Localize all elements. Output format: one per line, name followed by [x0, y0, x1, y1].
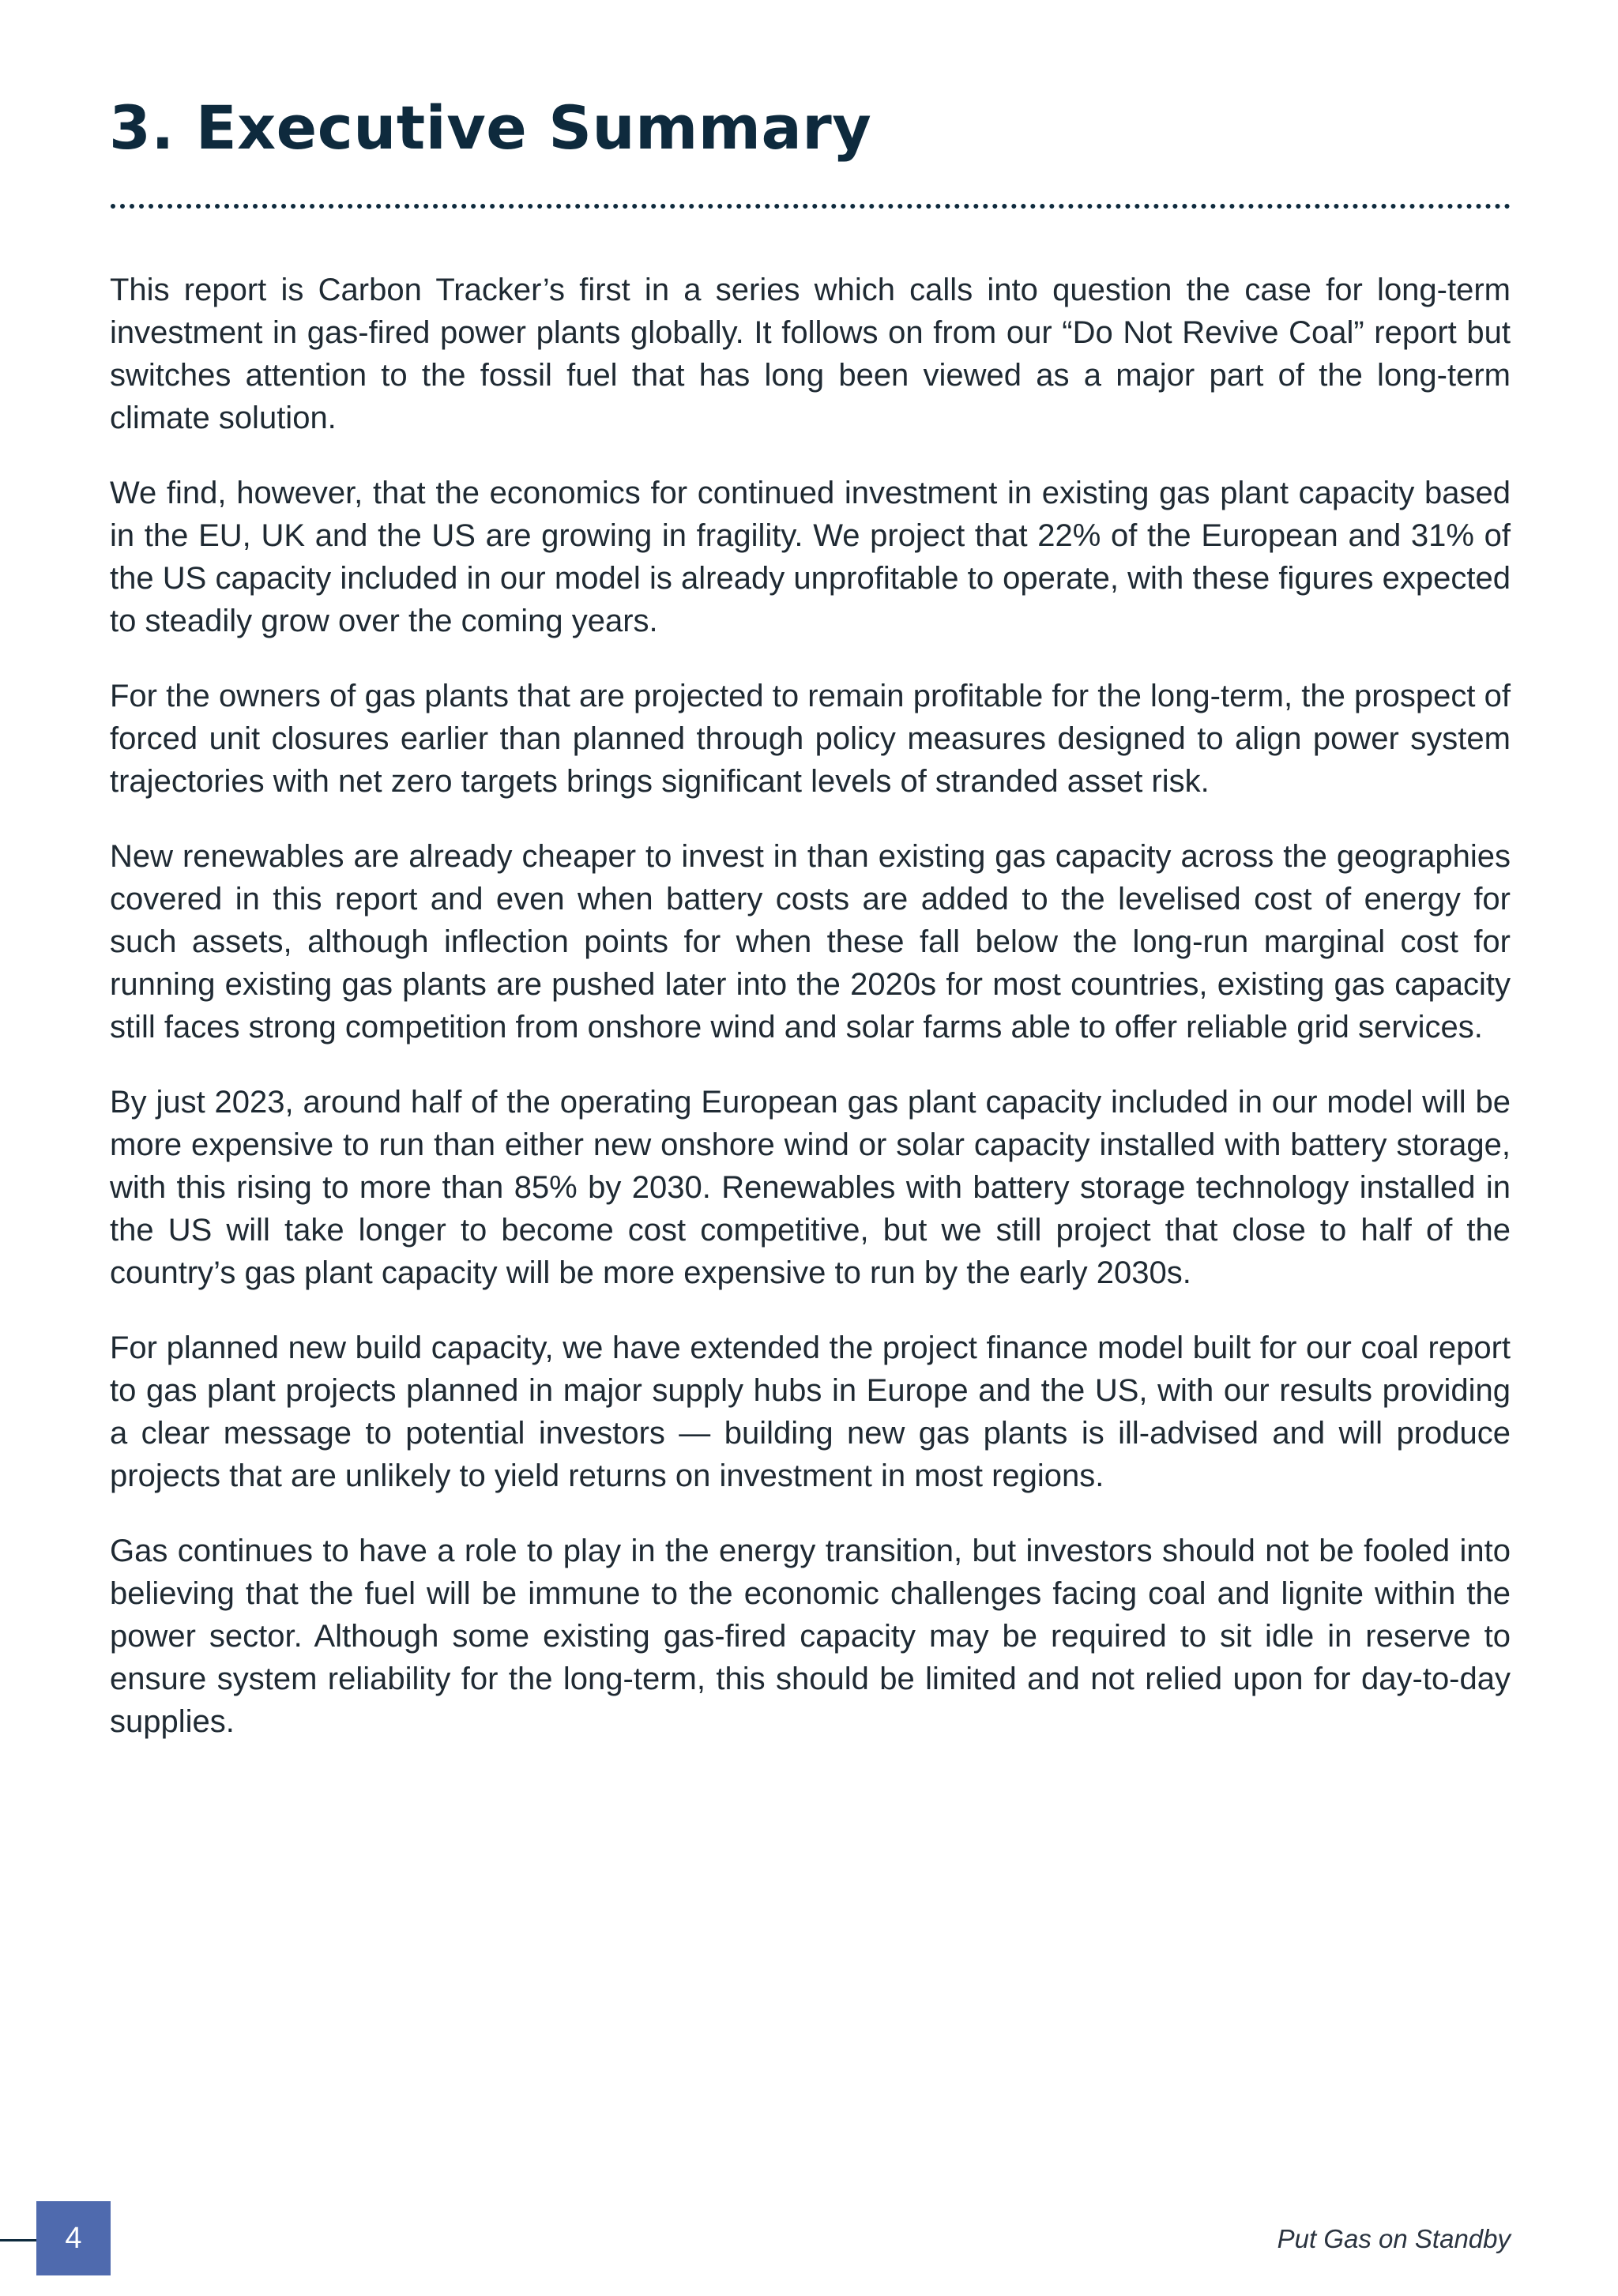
- paragraph: We find, however, that the economics for continued investment in existing gas plant capacity based in the EU, UK and the US are growing in fragility. We project that 22% of the European and 31% of the US capacity included in our model is already unprofitable to operate, with these figures expected to steadily grow over the coming years.: [110, 476, 1511, 638]
- paragraph: Gas continues to have a role to play in the energy transition, but investors should not be fooled into believing that the fuel will be immune to the economic challenges facing coal and lignite within the power sector. Although some existing gas-fired capacity may be required to sit idle in reserve to ensure system reliability for the long-term, this should be limited and not relied upon for day-to-day supplies.: [110, 1534, 1511, 1739]
- dotted-divider: [111, 204, 1511, 209]
- paragraph: By just 2023, around half of the operating European gas plant capacity included in our model will be more expensive to run than either new onshore wind or solar capacity installed with battery storage, with this rising to more than 85% by 2030. Renewables with battery storage technology installed in the US will take longer to become cost competitive, but we still project that close to half of the country’s gas plant capacity will be more expensive to run by the early 2030s.: [110, 1085, 1511, 1290]
- paragraph: This report is Carbon Tracker’s first in a series which calls into question the case for long-term investment in gas-fired power plants globally. It follows on from our “Do Not Revive Coal” report but switches attention to the fossil fuel that has long been viewed as a major part of the long-term climate solution.: [110, 273, 1511, 435]
- paragraph: For the owners of gas plants that are projected to remain profitable for the long-term, the prospect of forced unit closures earlier than planned through policy measures designed to align power system trajectories with net zero targets brings significant levels of stranded asset risk.: [110, 679, 1511, 799]
- paragraph: For planned new build capacity, we have extended the project finance model built for our coal report to gas plant projects planned in major supply hubs in Europe and the US, with our results providing a clear message to potential investors — building new gas plants is ill-advised and will produce projects that are unlikely to yield returns on investment in most regions.: [110, 1331, 1511, 1493]
- section-heading: 3. Executive Summary: [109, 92, 872, 163]
- body-text: [110, 269, 1511, 1775]
- page-number-badge: [36, 2201, 111, 2275]
- footer-line: [0, 2239, 36, 2241]
- paragraph: New renewables are already cheaper to invest in than existing gas capacity across the geographies covered in this report and even when battery costs are added to the levelised cost of energy for such assets, although inflection points for when these fall below the long-run marginal cost for running existing gas plants are pushed later into the 2020s for most countries, existing gas capacity still faces strong competition from onshore wind and solar farms able to offer reliable grid services.: [110, 839, 1511, 1044]
- footer-publication-title: Put Gas on Standby: [1277, 2224, 1511, 2253]
- page-number: 4: [65, 2221, 82, 2255]
